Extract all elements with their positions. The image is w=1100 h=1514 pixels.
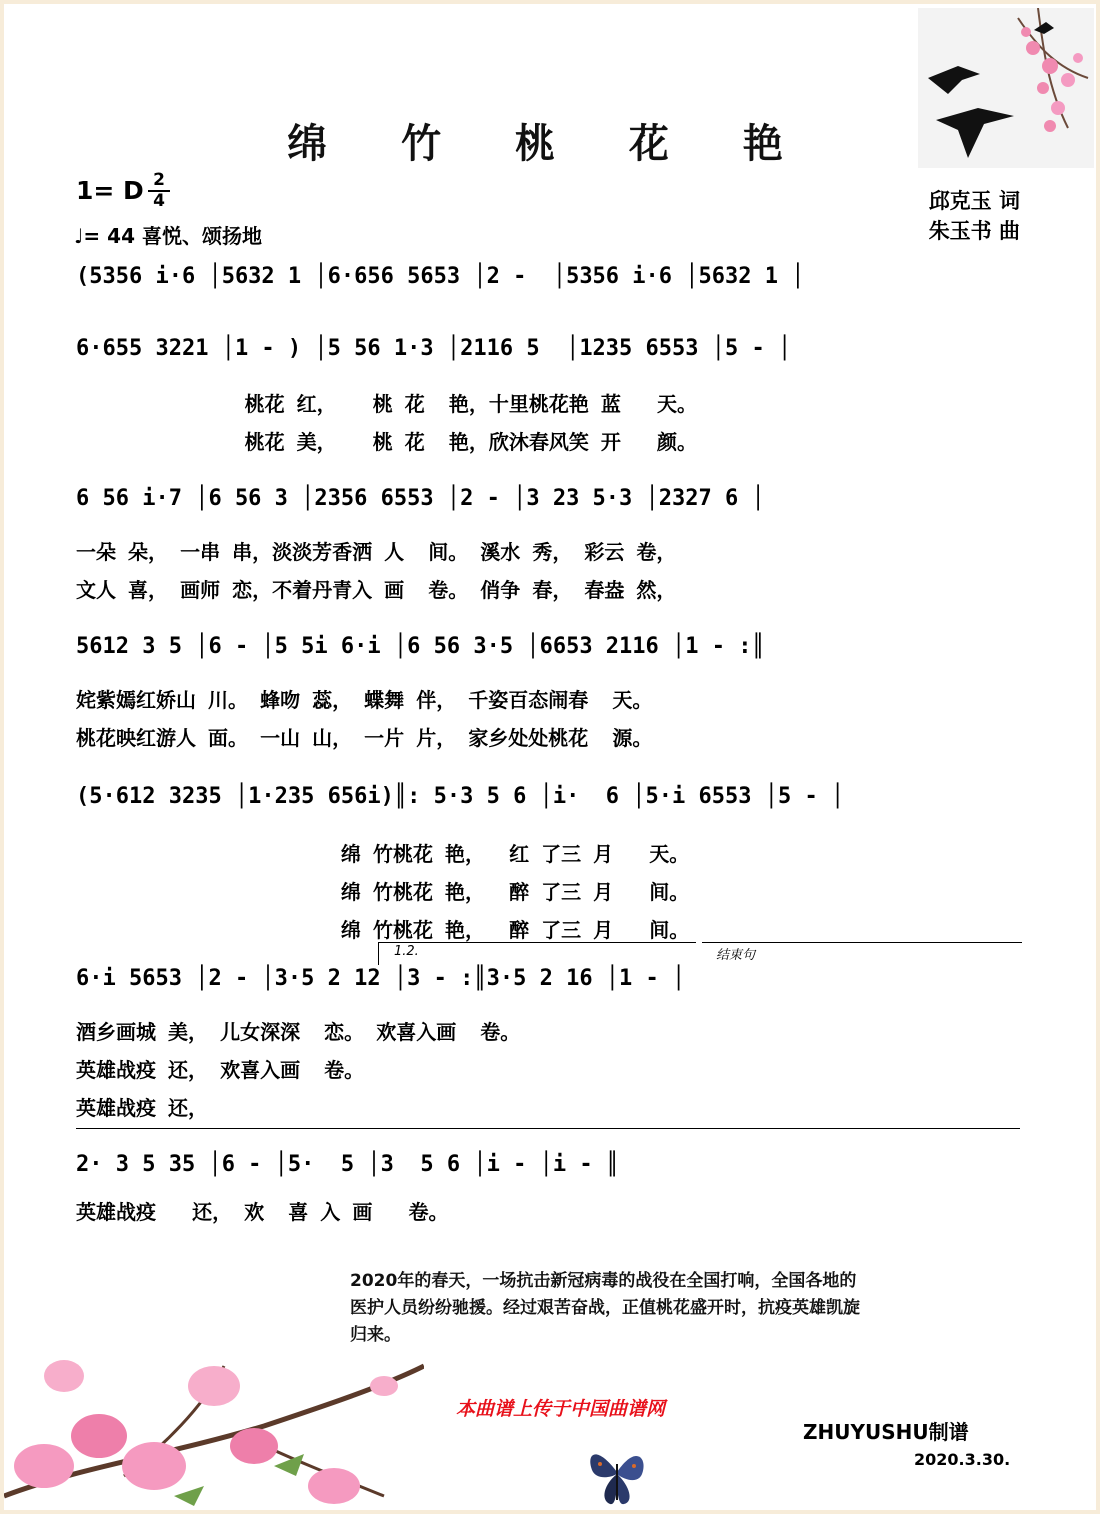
first-ending-bracket xyxy=(378,942,696,943)
score-row-3-notes: 6 56 i·7 │6 56 3 │2356 6553 │2 - │3 23 5·3 │2327 6 │ xyxy=(76,486,765,511)
score-row-7-lyric-1: 英雄战疫 还， 欢 喜 入 画 卷。 xyxy=(76,1200,449,1224)
composer: 朱玉书 曲 xyxy=(928,219,1020,243)
tempo-marking: ♩= 44 喜悦、颂扬地 xyxy=(74,224,262,248)
first-ending-label: 1.2. xyxy=(394,944,419,959)
background-story: 2020年的春天，一场抗击新冠病毒的战役在全国打响，全国各地的医护人员纷纷驰援。经过艰苦奋战，正值桃花盛开时，抗疫英雄凯旋归来。 xyxy=(350,1271,860,1345)
time-signature-bottom: 4 xyxy=(153,191,165,211)
time-signature xyxy=(148,172,170,210)
score-row-5-notes: (5·612 3235 │1·235 656i)║: 5·3 5 6 │i· 6 │5·i 6553 │5 - │ xyxy=(76,784,845,809)
score-row-3-lyric-1: 一朵 朵， 一串 串，淡淡芳香洒 人 间。 溪水 秀， 彩云 卷， xyxy=(76,540,677,564)
score-row-6-lyric-3: 英雄战疫 还， xyxy=(76,1096,209,1120)
score-row-3-lyric-2: 文人 喜， 画师 恋，不着丹青入 画 卷。 俏争 春， 春盎 然， xyxy=(76,578,677,602)
time-signature-top: 2 xyxy=(153,170,165,190)
score-maker: ZHUYUSHU制谱 xyxy=(803,1420,969,1444)
butterfly-icon xyxy=(586,1434,648,1510)
peach-blossom-branch xyxy=(4,1346,424,1510)
score-row-5-lyric-3: 绵 竹桃花 艳， 醉 了三 月 间。 xyxy=(76,918,690,942)
score-row-2-notes: 6·655 3221 │1 - ) │5 56 1·3 │2116 5 │1235 6553 │5 - │ xyxy=(76,336,792,361)
lyricist: 邱克玉 词 xyxy=(928,189,1020,213)
final-phrase-bracket xyxy=(702,942,1022,943)
credits xyxy=(929,186,1020,246)
score-row-5-lyric-2: 绵 竹桃花 艳， 醉 了三 月 间。 xyxy=(76,880,690,904)
song-title: 绵 竹 桃 花 艳 xyxy=(287,121,813,167)
first-ending-bracket-edge xyxy=(378,942,379,965)
score-row-4-lyric-2: 桃花映红游人 面。 一山 山， 一片 片， 家乡处处桃花 源。 xyxy=(76,726,653,750)
score-row-6-lyric-2: 英雄战疫 还， 欢喜入画 卷。 xyxy=(76,1058,365,1082)
score-row-2-lyric-2: 桃花 美， 桃 花 艳，欣沐春风笑 开 颜。 xyxy=(76,430,698,454)
score-row-6-lyric-1: 酒乡画城 美， 儿女深深 恋。 欢喜入画 卷。 xyxy=(76,1020,521,1044)
score-row-4-lyric-1: 姹紫嫣红娇山 川。 蜂吻 蕊， 蝶舞 伴， 千姿百态闹春 天。 xyxy=(76,688,653,712)
source-notice: 本曲谱上传于中国曲谱网 xyxy=(456,1398,666,1420)
score-row-4-notes: 5612 3 5 │6 - │5 5i 6·i │6 56 3·5 │6653 2116 │1 - :║ xyxy=(76,634,765,659)
score-row-5-lyric-1: 绵 竹桃花 艳， 红 了三 月 天。 xyxy=(76,842,690,866)
key-signature: 1= D xyxy=(76,176,144,205)
coda-bracket xyxy=(76,1128,1020,1129)
score-row-6-notes: 6·i 5653 │2 - │3·5 2 12 │3 - :║3·5 2 16 │1 - │ xyxy=(76,966,686,991)
final-phrase-label: 结束句 xyxy=(716,948,756,963)
score-row-1-notes: (5356 i·6 │5632 1 │6·656 5653 │2 - │5356 i·6 │5632 1 │ xyxy=(76,264,805,289)
score-row-7-notes: 2· 3 5 35 │6 - │5· 5 │3 5 6 │i - │i - ║ xyxy=(76,1152,620,1177)
score-row-2-lyric-1: 桃花 红， 桃 花 艳，十里桃花艳 蓝 天。 xyxy=(76,392,698,416)
score-date: 2020.3.30. xyxy=(914,1450,1011,1469)
